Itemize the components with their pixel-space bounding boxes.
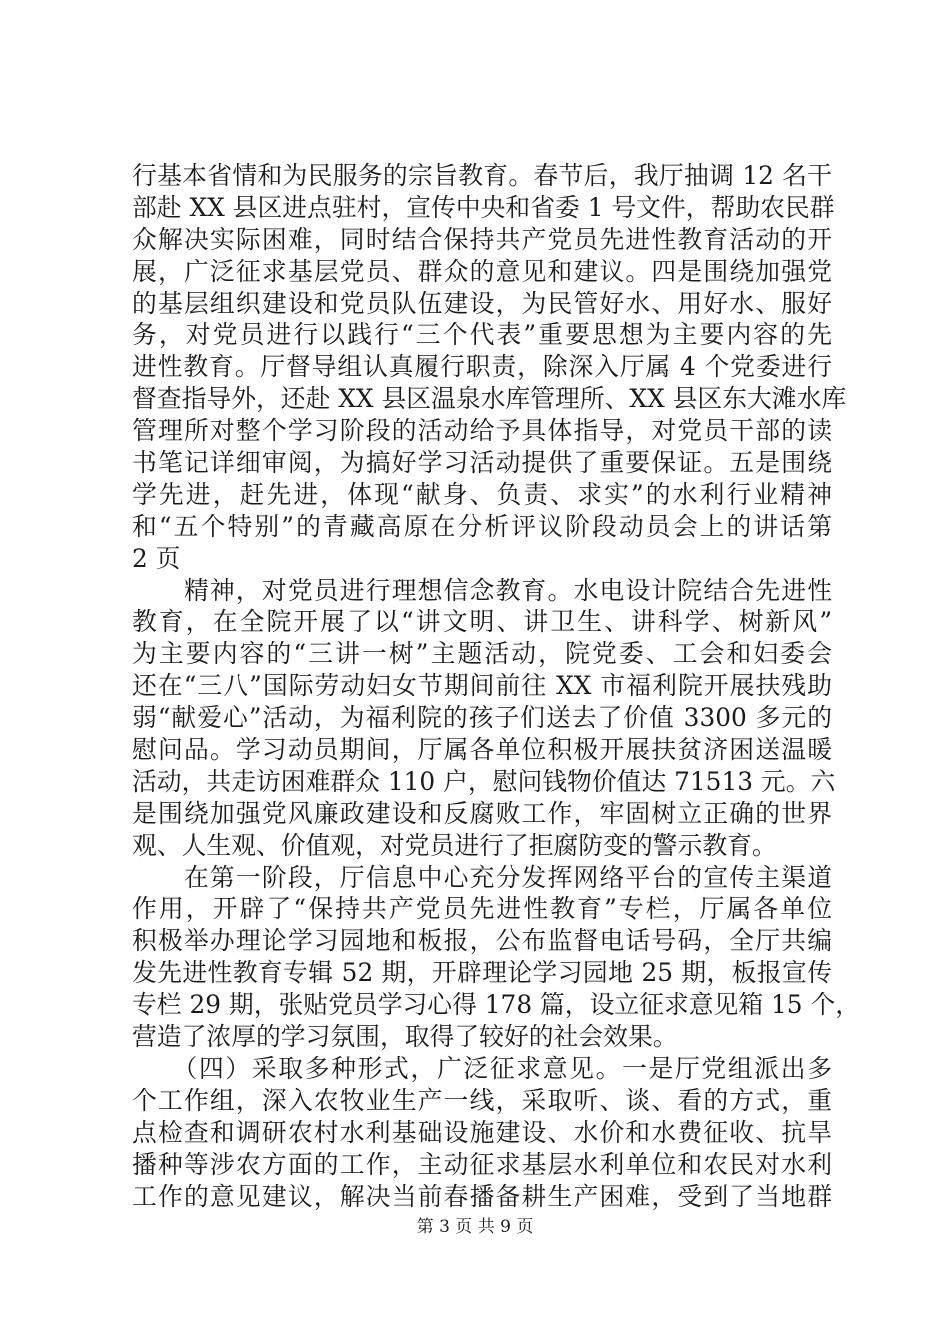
- text-line: 行基本省情和为民服务的宗旨教育。春节后，我厅抽调 12 名干: [132, 161, 832, 190]
- text-line: 2 页: [132, 543, 181, 573]
- text-line: 和“五个特别”的青藏高原在分析评议阶段动员会上的讲话第: [132, 511, 832, 541]
- text-line: 工作的意见建议，解决当前春播备耕生产困难，受到了当地群: [132, 1181, 832, 1211]
- page-number-footer: 第 3 页 共 9 页: [416, 1217, 534, 1237]
- text-line: 书笔记详细审阅，为搞好学习活动提供了重要保证。五是围绕: [132, 448, 832, 478]
- text-line: 还在“三八”国际劳动妇女节期间前往 XX 市福利院开展扶残助: [132, 671, 832, 701]
- text-line: 学先进，赶先进，体现“献身、负责、求实”的水利行业精神: [132, 479, 832, 509]
- text-line: 众解决实际困难，同时结合保持共产党员先进性教育活动的开: [132, 224, 832, 254]
- text-line: 专栏 29 期，张贴党员学习心得 178 篇，设立征求意见箱 15 个，: [132, 990, 861, 1020]
- text-line: 营造了浓厚的学习氛围，取得了较好的社会效果。: [132, 1022, 678, 1052]
- text-line: 督查指导外，还赴 XX 县区温泉水库管理所、XX 县区东大滩水库: [132, 384, 847, 414]
- text-line: 管理所对整个学习阶段的活动给予具体指导，对党员干部的读: [132, 416, 832, 446]
- text-line: 观、人生观、价值观，对党员进行了拒腐防变的警示教育。: [132, 830, 777, 860]
- text-line: 部赴 XX 县区进点驻村，宣传中央和省委 1 号文件，帮助农民群: [132, 192, 835, 222]
- text-line: 教育，在全院开展了以“讲文明、讲卫生、讲科学、树新风”: [132, 607, 832, 637]
- text-line: 播种等涉农方面的工作，主动征求基层水利单位和农民对水利: [132, 1149, 832, 1179]
- text-line: 弱“献爱心”活动，为福利院的孩子们送去了价值 3300 多元的: [132, 703, 832, 733]
- text-line: 点检查和调研农村水利基础设施建设、水价和水费征收、抗旱: [132, 1117, 832, 1147]
- text-line: 发先进性教育专辑 52 期，开辟理论学习园地 25 期，板报宣传: [132, 958, 832, 988]
- text-line: （四）采取多种形式，广泛征求意见。一是厅党组派出多: [132, 1053, 832, 1083]
- text-line: 在第一阶段，厅信息中心充分发挥网络平台的宣传主渠道: [132, 862, 832, 892]
- body-text: [132, 160, 861, 1212]
- text-line: 的基层组织建设和党员队伍建设，为民管好水、用好水、服好: [132, 288, 832, 318]
- text-line: 展，广泛征求基层党员、群众的意见和建议。四是围绕加强党: [132, 256, 832, 286]
- text-line: 为主要内容的“三讲一树”主题活动，院党委、工会和妇委会: [132, 639, 832, 669]
- text-line: 个工作组，深入农牧业生产一线，采取听、谈、看的方式，重: [132, 1085, 832, 1115]
- text-line: 作用，开辟了“保持共产党员先进性教育”专栏，厅属各单位: [132, 894, 832, 924]
- text-line: 是围绕加强党风廉政建设和反腐败工作，牢固树立正确的世界: [132, 798, 832, 828]
- text-line: 务，对党员进行以践行“三个代表”重要思想为主要内容的先: [132, 320, 832, 350]
- text-line: 进性教育。厅督导组认真履行职责，除深入厅属 4 个党委进行: [132, 352, 832, 382]
- text-line: 精神，对党员进行理想信念教育。水电设计院结合先进性: [132, 575, 832, 605]
- text-line: 活动，共走访困难群众 110 户，慰问钱物价值达 71513 元。六: [132, 766, 836, 796]
- text-line: 慰问品。学习动员期间，厅属各单位积极开展扶贫济困送温暖: [132, 735, 832, 765]
- text-line: 积极举办理论学习园地和板报，公布监督电话号码，全厅共编: [132, 926, 832, 956]
